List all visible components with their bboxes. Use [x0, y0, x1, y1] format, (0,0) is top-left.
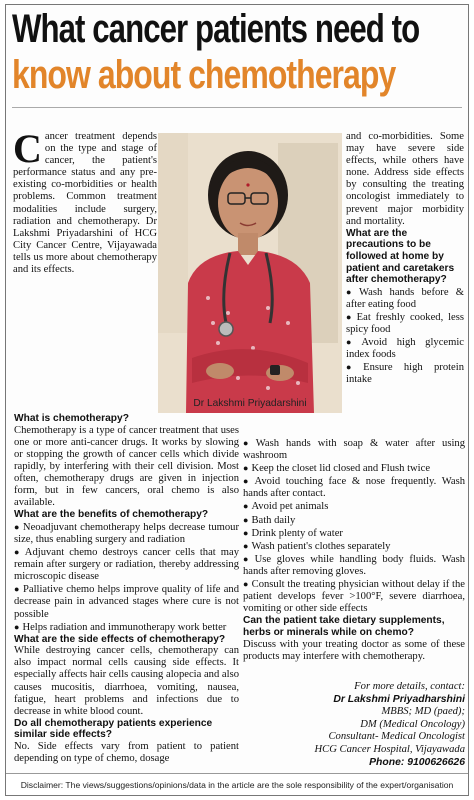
precaution-item: ● Bath daily — [243, 514, 465, 527]
answer-similar-side-effects-part2: and co-morbidities. Some may have severe side effects, while others have none. Address side effects by consulting the treating oncologist immediately to prevent major morbidity and mortality. — [346, 131, 464, 227]
contact-degree-2: DM (Medical Oncology) — [360, 718, 465, 730]
column-left-lower — [14, 413, 239, 765]
heading-similar-side-effects: Do all chemotherapy patients experience similar side effects? — [14, 717, 213, 741]
doctor-portrait-illustration — [158, 133, 342, 413]
contact-role: Consultant- Medical Oncologist — [328, 731, 465, 743]
headline-divider — [12, 107, 462, 108]
benefit-item: ● Helps radiation and immunotherapy work better — [14, 621, 239, 634]
column-intro — [13, 126, 157, 276]
column-right-lower — [243, 437, 465, 663]
contact-degree-1: MBBS; MD (paed); — [381, 706, 465, 718]
precaution-item: ● Ensure high protein intake — [346, 361, 464, 386]
intro-paragraph — [13, 126, 157, 276]
answer-what-is-chemo: Chemotherapy is a type of cancer treatment that uses one or more anti-cancer drugs. It works by slowing or stopping the growth of cancer cells which divide rapidly, by interfering with their cell division. Most often, chemotherapy drugs are given in injection form, but in few cancers, oral chemo is also available. — [14, 424, 239, 509]
column-right-upper — [346, 131, 464, 386]
intro-text: ancer treatment depends on the type and stage of cancer, the patient's performance status and any pre-existing co-morbidities or health problems. Common treatment modalities include surgery, radiation and chemotherapy. Dr Lakshmi Priyadarshini of HCG City Cancer Centre, Vijayawada tells us more about chemotherapy and its effects. — [13, 131, 157, 276]
photo-caption: Dr Lakshmi Priyadarshini — [193, 398, 307, 409]
precaution-item: ● Use gloves while handling body fluids. Wash hands after removing gloves. — [243, 553, 465, 578]
precaution-item: ● Wash patient's clothes separately — [243, 540, 465, 553]
doctor-photo — [158, 133, 342, 413]
precaution-item: ● Avoid high glycemic index foods — [346, 336, 464, 361]
heading-benefits: What are the benefits of chemotherapy? — [14, 509, 209, 521]
contact-name: Dr Lakshmi Priyadharshini — [333, 693, 465, 705]
heading-side-effects: What are the side effects of chemotherapy? — [14, 633, 226, 645]
precaution-item: ● Wash hands before & after eating food — [346, 286, 464, 311]
heading-dietary-supplements: Can the patient take dietary supplements, herbs or minerals while on chemo? — [243, 615, 445, 638]
benefit-item: ● Neoadjuvant chemotherapy helps decrease tumour size, thus enabling surgery and radiation — [14, 521, 239, 546]
headline-line-1: What cancer patients need to — [12, 7, 420, 51]
answer-side-effects: While destroying cancer cells, chemotherapy can also impact normal cells causing side effects. It especially affects hair cells causing alopecia and also causes mucositis, diarrhoea, vomiting, nausea, fatigue, heart problems and infections due to decrease in white blood count. — [14, 645, 239, 717]
precaution-item: ● Avoid touching face & nose frequently. Wash hands after contact. — [243, 475, 465, 500]
precaution-item: ● Consult the treating physician without delay if the patient develops fever >100°F, severe diarrhoea, vomiting or other side effects — [243, 578, 465, 615]
contact-hospital: HCG Cancer Hospital, Vijayawada — [314, 743, 465, 755]
answer-dietary-supplements: Discuss with your treating doctor as some of these products may interfere with chemotherapy. — [243, 638, 465, 662]
drop-cap: C — [13, 126, 42, 171]
benefit-item: ● Adjuvant chemo destroys cancer cells that may remain after surgery or radiation, thereby addressing microscopic disease — [14, 546, 239, 583]
precaution-item: ● Wash hands with soap & water after using washroom — [243, 437, 465, 462]
contact-phone: Phone: 9100626626 — [369, 756, 465, 768]
contact-block — [243, 681, 465, 769]
answer-similar-side-effects-part1: No. Side effects vary from patient to patient depending on type of chemo, dosage — [14, 741, 239, 765]
precaution-item: ● Drink plenty of water — [243, 527, 465, 540]
precaution-item: ● Keep the closet lid closed and Flush twice — [243, 462, 465, 475]
precaution-item: ● Eat freshly cooked, less spicy food — [346, 311, 464, 336]
headline-line-2: know about chemotherapy — [12, 53, 396, 97]
precaution-item: ● Avoid pet animals — [243, 500, 465, 513]
heading-precautions: What are the precautions to be followed at home by patient and caretakers after chemotherapy? — [346, 227, 455, 286]
disclaimer: Disclaimer: The views/suggestions/opinions/data in the article are the sole responsibility of the expert/organisation — [6, 773, 468, 795]
contact-intro: For more details, contact: — [354, 681, 465, 692]
benefit-item: ● Palliative chemo helps improve quality of life and decrease pain in advanced stages where cure is not possible — [14, 583, 239, 620]
heading-what-is-chemo: What is chemotherapy? — [14, 413, 129, 424]
newspaper-article — [5, 4, 469, 796]
